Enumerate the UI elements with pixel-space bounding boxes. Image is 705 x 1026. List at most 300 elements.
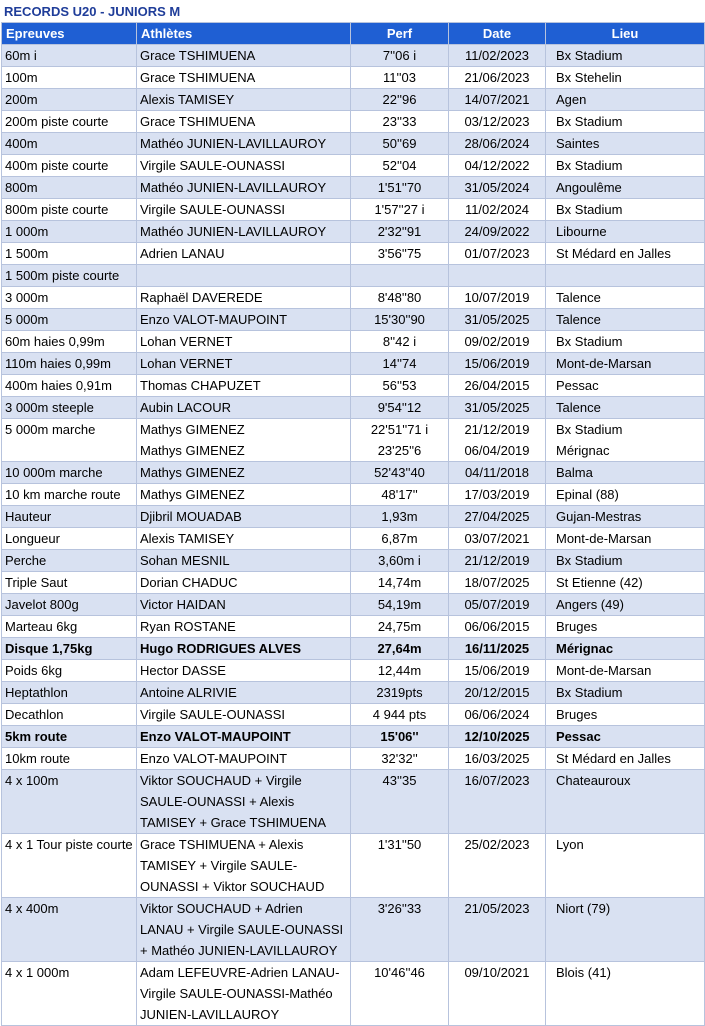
perf-value: 2'32''91 — [377, 224, 422, 239]
perf-cell — [351, 898, 449, 962]
athlete-value: Grace TSHIMUENA — [140, 114, 256, 129]
epreuve-cell: 60m i — [2, 45, 137, 67]
lieu-value: Pessac — [556, 729, 601, 744]
epreuve-cell: 10 000m marche — [2, 462, 137, 484]
lieu-value: Lyon — [556, 837, 584, 852]
table-row — [2, 331, 705, 353]
lieu-cell — [546, 572, 705, 594]
athlete-value: Raphaël DAVEREDE — [140, 290, 263, 305]
athlete-value: Alexis TAMISEY — [140, 92, 235, 107]
athlete-value: Sohan MESNIL — [140, 553, 230, 568]
date-value: 26/04/2015 — [464, 378, 530, 393]
lieu-value: Bx Stadium — [556, 553, 623, 568]
lieu-cell — [546, 682, 705, 704]
date-cell — [449, 616, 546, 638]
athlete-value: Lohan VERNET — [140, 334, 233, 349]
lieu-value: Niort (79) — [556, 901, 611, 916]
lieu-value: Talence — [556, 400, 601, 415]
date-cell — [449, 572, 546, 594]
date-value: 16/03/2025 — [464, 751, 530, 766]
date-value: 14/07/2021 — [464, 92, 530, 107]
perf-value: 7''06 i — [382, 48, 417, 63]
epreuve-cell: 5km route — [2, 726, 137, 748]
epreuve-cell: Longueur — [2, 528, 137, 550]
lieu-cell — [546, 962, 705, 1026]
date-value: 31/05/2025 — [464, 400, 530, 415]
perf-value: 1'57''27 i — [374, 202, 425, 217]
table-row — [2, 287, 705, 309]
epreuve-cell: 200m — [2, 89, 137, 111]
lieu-cell — [546, 397, 705, 419]
perf-value: 9'54''12 — [377, 400, 422, 415]
table-row — [2, 111, 705, 133]
athlete-value: Alexis TAMISEY — [140, 531, 235, 546]
date-value: 04/11/2018 — [464, 465, 530, 480]
table-row — [2, 594, 705, 616]
athlete-cell — [137, 199, 351, 221]
epreuve-cell: Marteau 6kg — [2, 616, 137, 638]
athlete-value: Mathys GIMENEZ — [140, 443, 245, 458]
perf-value: 27,64m — [377, 641, 422, 656]
table-row — [2, 462, 705, 484]
athlete-value: Enzo VALOT-MAUPOINT — [140, 751, 288, 766]
date-cell — [449, 199, 546, 221]
perf-value: 11''03 — [383, 70, 416, 85]
athlete-cell — [137, 748, 351, 770]
table-row — [2, 309, 705, 331]
lieu-value: Gujan-Mestras — [556, 509, 642, 524]
date-cell — [449, 528, 546, 550]
lieu-cell — [546, 265, 705, 287]
perf-value: 14''74 — [382, 356, 417, 371]
athlete-cell — [137, 309, 351, 331]
athlete-value: Enzo VALOT-MAUPOINT — [140, 729, 291, 744]
lieu-value: Bx Stadium — [556, 114, 623, 129]
lieu-cell — [546, 550, 705, 572]
date-value: 16/07/2023 — [464, 773, 530, 788]
perf-value: 54,19m — [377, 597, 422, 612]
epreuve-cell: 3 000m steeple — [2, 397, 137, 419]
date-value: 06/06/2024 — [464, 707, 530, 722]
date-value: 24/09/2022 — [464, 224, 530, 239]
perf-cell — [351, 594, 449, 616]
table-row — [2, 726, 705, 748]
date-value: 11/02/2023 — [464, 48, 530, 63]
table-row — [2, 484, 705, 506]
athlete-cell — [137, 484, 351, 506]
records-table — [1, 22, 705, 1026]
table-row — [2, 243, 705, 265]
lieu-cell — [546, 331, 705, 353]
date-cell — [449, 45, 546, 67]
date-cell — [449, 726, 546, 748]
athlete-value: Virgile SAULE-OUNASSI — [140, 707, 285, 722]
date-value: 10/07/2019 — [464, 290, 530, 305]
date-cell — [449, 287, 546, 309]
athlete-cell — [137, 550, 351, 572]
perf-value: 32'32'' — [381, 751, 418, 766]
table-row — [2, 704, 705, 726]
perf-cell — [351, 133, 449, 155]
date-value: 16/11/2025 — [464, 641, 530, 656]
athlete-value: Enzo VALOT-MAUPOINT — [140, 312, 288, 327]
date-value: 15/06/2019 — [464, 356, 530, 371]
lieu-value: Angoulême — [556, 180, 622, 195]
epreuve-cell: Heptathlon — [2, 682, 137, 704]
epreuve-cell: 4 x 1 Tour piste courte — [2, 834, 137, 898]
epreuve-cell: 1 500m piste courte — [2, 265, 137, 287]
perf-cell — [351, 682, 449, 704]
header-perf: Perf — [351, 23, 449, 45]
lieu-value: Mérignac — [556, 641, 614, 656]
lieu-value: Pessac — [556, 378, 599, 393]
perf-value: 4 944 pts — [372, 707, 427, 722]
lieu-value: Talence — [556, 290, 601, 305]
perf-cell — [351, 572, 449, 594]
date-value: 11/02/2024 — [464, 202, 530, 217]
perf-value: 10'46''46 — [374, 965, 425, 980]
lieu-value: Bx Stadium — [556, 202, 623, 217]
athlete-cell — [137, 331, 351, 353]
athlete-cell — [137, 704, 351, 726]
perf-cell — [351, 155, 449, 177]
perf-cell — [351, 528, 449, 550]
perf-value: 15'06'' — [380, 729, 419, 744]
perf-cell — [351, 419, 449, 462]
epreuve-cell: 1 500m — [2, 243, 137, 265]
table-row — [2, 962, 705, 1026]
date-cell — [449, 660, 546, 682]
perf-cell — [351, 397, 449, 419]
table-row — [2, 550, 705, 572]
table-row — [2, 89, 705, 111]
athlete-cell — [137, 726, 351, 748]
lieu-value: Bruges — [556, 619, 598, 634]
lieu-cell — [546, 770, 705, 834]
date-value: 06/06/2015 — [464, 619, 530, 634]
date-cell — [449, 462, 546, 484]
date-cell — [449, 243, 546, 265]
perf-value: 3'26''33 — [377, 901, 422, 916]
date-cell — [449, 353, 546, 375]
epreuve-cell: 10km route — [2, 748, 137, 770]
lieu-value: Bx Stadium — [556, 685, 623, 700]
lieu-value: St Etienne (42) — [556, 575, 643, 590]
table-row — [2, 155, 705, 177]
table-row — [2, 572, 705, 594]
lieu-cell — [546, 89, 705, 111]
date-cell — [449, 331, 546, 353]
epreuve-cell: 200m piste courte — [2, 111, 137, 133]
perf-value: 23'25''6 — [377, 443, 422, 458]
athlete-cell — [137, 353, 351, 375]
date-value: 31/05/2024 — [464, 180, 530, 195]
date-cell — [449, 111, 546, 133]
table-row — [2, 133, 705, 155]
table-row — [2, 898, 705, 962]
date-cell — [449, 155, 546, 177]
epreuve-cell: 60m haies 0,99m — [2, 331, 137, 353]
date-value: 04/12/2022 — [464, 158, 530, 173]
athlete-cell — [137, 111, 351, 133]
athlete-value: Virgile SAULE-OUNASSI — [140, 158, 285, 173]
athlete-cell — [137, 89, 351, 111]
athlete-cell — [137, 419, 351, 462]
lieu-cell — [546, 726, 705, 748]
epreuve-cell: Perche — [2, 550, 137, 572]
lieu-value: Blois (41) — [556, 965, 611, 980]
table-row — [2, 221, 705, 243]
lieu-value — [556, 265, 701, 286]
lieu-cell — [546, 133, 705, 155]
athlete-value: Antoine ALRIVIE — [140, 685, 237, 700]
date-cell — [449, 419, 546, 462]
epreuve-cell: 800m — [2, 177, 137, 199]
lieu-value: Balma — [556, 465, 593, 480]
epreuve-cell: 5 000m — [2, 309, 137, 331]
table-row — [2, 45, 705, 67]
lieu-value: Chateauroux — [556, 773, 631, 788]
date-cell — [449, 594, 546, 616]
lieu-value: Bx Stadium — [556, 158, 623, 173]
athlete-cell — [137, 243, 351, 265]
date-value: 28/06/2024 — [464, 136, 530, 151]
athlete-cell — [137, 616, 351, 638]
athlete-cell — [137, 638, 351, 660]
date-cell — [449, 770, 546, 834]
header-row — [2, 23, 705, 45]
date-cell — [449, 704, 546, 726]
lieu-cell — [546, 528, 705, 550]
date-value: 21/05/2023 — [464, 901, 530, 916]
perf-cell — [351, 748, 449, 770]
perf-value: 48'17'' — [381, 487, 418, 502]
lieu-value: Mont-de-Marsan — [556, 663, 652, 678]
lieu-value: Libourne — [556, 224, 607, 239]
table-row — [2, 353, 705, 375]
athlete-cell — [137, 375, 351, 397]
epreuve-cell: 400m piste courte — [2, 155, 137, 177]
lieu-cell — [546, 748, 705, 770]
athlete-value: Hugo RODRIGUES ALVES — [140, 641, 302, 656]
lieu-cell — [546, 638, 705, 660]
perf-cell — [351, 67, 449, 89]
athlete-value: Ryan ROSTANE — [140, 619, 236, 634]
date-value: 21/06/2023 — [464, 70, 530, 85]
date-cell — [449, 397, 546, 419]
lieu-cell — [546, 155, 705, 177]
athlete-value: Hector DASSE — [140, 663, 226, 678]
date-cell — [449, 898, 546, 962]
athlete-value: Mathys GIMENEZ — [140, 465, 245, 480]
perf-cell — [351, 353, 449, 375]
athlete-value: Adrien LANAU — [140, 246, 225, 261]
table-row — [2, 265, 705, 287]
date-cell — [449, 484, 546, 506]
lieu-cell — [546, 375, 705, 397]
perf-value: 14,74m — [377, 575, 422, 590]
lieu-value: Bx Stadium — [556, 334, 623, 349]
header-date: Date — [449, 23, 546, 45]
athlete-value: Virgile SAULE-OUNASSI — [140, 202, 285, 217]
epreuve-cell: Disque 1,75kg — [2, 638, 137, 660]
lieu-value: Mont-de-Marsan — [556, 356, 652, 371]
table-row — [2, 419, 705, 462]
epreuve-cell: Hauteur — [2, 506, 137, 528]
perf-cell — [351, 726, 449, 748]
perf-cell — [351, 375, 449, 397]
athlete-value: Victor HAIDAN — [140, 597, 226, 612]
perf-value: 22'51''71 i — [370, 422, 429, 437]
lieu-cell — [546, 353, 705, 375]
lieu-cell — [546, 898, 705, 962]
athlete-cell — [137, 67, 351, 89]
date-cell — [449, 682, 546, 704]
table-row — [2, 177, 705, 199]
header-athletes: Athlètes — [137, 23, 351, 45]
athlete-cell — [137, 221, 351, 243]
lieu-cell — [546, 834, 705, 898]
perf-value: 2319pts — [376, 685, 423, 700]
lieu-value: Talence — [556, 312, 601, 327]
date-cell — [449, 221, 546, 243]
lieu-cell — [546, 506, 705, 528]
date-value: 15/06/2019 — [464, 663, 530, 678]
date-cell — [449, 550, 546, 572]
lieu-cell — [546, 660, 705, 682]
perf-value: 43''35 — [382, 773, 417, 788]
perf-cell — [351, 704, 449, 726]
table-row — [2, 67, 705, 89]
lieu-cell — [546, 309, 705, 331]
athlete-value: Thomas CHAPUZET — [140, 378, 261, 393]
lieu-value: Saintes — [556, 136, 600, 151]
date-cell — [449, 177, 546, 199]
date-value: 21/12/2019 — [464, 422, 530, 437]
perf-value: 8''42 i — [382, 334, 417, 349]
athlete-cell — [137, 682, 351, 704]
date-cell — [449, 375, 546, 397]
perf-cell — [351, 462, 449, 484]
perf-value: 23''33 — [382, 114, 417, 129]
lieu-value: Bx Stadium — [556, 48, 623, 63]
lieu-cell — [546, 45, 705, 67]
epreuve-cell: 10 km marche route — [2, 484, 137, 506]
perf-cell — [351, 89, 449, 111]
perf-cell — [351, 506, 449, 528]
athlete-cell — [137, 506, 351, 528]
perf-cell — [351, 45, 449, 67]
perf-value: 24,75m — [377, 619, 422, 634]
date-cell — [449, 962, 546, 1026]
perf-cell — [351, 616, 449, 638]
perf-value: 1'51''70 — [377, 180, 422, 195]
epreuve-cell: 1 000m — [2, 221, 137, 243]
date-cell — [449, 748, 546, 770]
date-value: 12/10/2025 — [464, 729, 530, 744]
athlete-value: Mathys GIMENEZ — [140, 487, 245, 502]
table-row — [2, 748, 705, 770]
epreuve-cell: 4 x 400m — [2, 898, 137, 962]
epreuve-cell: 4 x 100m — [2, 770, 137, 834]
table-row — [2, 616, 705, 638]
perf-value: 6,87m — [381, 531, 418, 546]
athlete-value: Dorian CHADUC — [140, 575, 238, 590]
lieu-value: Bruges — [556, 707, 598, 722]
athlete-cell: Adam LEFEUVRE-Adrien LANAU-Virgile SAULE-OUNASSI-Mathéo JUNIEN-LAVILLAUROY — [137, 962, 351, 1026]
table-row — [2, 375, 705, 397]
table-row — [2, 528, 705, 550]
lieu-value: St Médard en Jalles — [556, 246, 671, 261]
date-value: 09/10/2021 — [464, 965, 530, 980]
perf-cell — [351, 638, 449, 660]
lieu-cell — [546, 419, 705, 462]
lieu-cell — [546, 199, 705, 221]
date-cell — [449, 638, 546, 660]
table-row — [2, 834, 705, 898]
perf-cell — [351, 550, 449, 572]
athlete-cell — [137, 265, 351, 287]
epreuve-cell: Triple Saut — [2, 572, 137, 594]
lieu-cell — [546, 704, 705, 726]
date-value: 06/04/2019 — [464, 443, 530, 458]
date-value: 21/12/2019 — [464, 553, 530, 568]
lieu-cell — [546, 462, 705, 484]
date-value: 09/02/2019 — [464, 334, 530, 349]
lieu-cell — [546, 221, 705, 243]
lieu-value: Mérignac — [556, 443, 610, 458]
epreuve-cell: 100m — [2, 67, 137, 89]
lieu-value: Bx Stehelin — [556, 70, 622, 85]
header-epreuves: Epreuves — [2, 23, 137, 45]
perf-value: 12,44m — [377, 663, 422, 678]
date-value: 31/05/2025 — [464, 312, 530, 327]
lieu-value: Epinal (88) — [556, 487, 619, 502]
epreuve-cell: 400m — [2, 133, 137, 155]
athlete-cell — [137, 660, 351, 682]
lieu-value: Agen — [556, 92, 587, 107]
table-row — [2, 660, 705, 682]
date-value: 01/07/2023 — [464, 246, 530, 261]
date-cell — [449, 309, 546, 331]
date-value: 17/03/2019 — [464, 487, 530, 502]
perf-value: 3'56''75 — [377, 246, 422, 261]
athlete-cell — [137, 133, 351, 155]
perf-cell — [351, 111, 449, 133]
table-row — [2, 770, 705, 834]
epreuve-cell: 5 000m marche — [2, 419, 137, 462]
athlete-value: Lohan VERNET — [140, 356, 233, 371]
athlete-cell — [137, 287, 351, 309]
athlete-value: Mathys GIMENEZ — [140, 422, 245, 437]
perf-cell — [351, 177, 449, 199]
perf-cell — [351, 660, 449, 682]
perf-value: 52''04 — [382, 158, 417, 173]
perf-value: 8'48''80 — [377, 290, 422, 305]
date-cell — [449, 89, 546, 111]
epreuve-cell: 3 000m — [2, 287, 137, 309]
perf-cell — [351, 199, 449, 221]
athlete-cell: Viktor SOUCHAUD + Adrien LANAU + Virgile SAULE-OUNASSI + Mathéo JUNIEN-LAVILLAUROY — [137, 898, 351, 962]
perf-cell — [351, 309, 449, 331]
perf-cell — [351, 770, 449, 834]
perf-cell — [351, 221, 449, 243]
date-cell — [449, 506, 546, 528]
athlete-cell: Viktor SOUCHAUD + Virgile SAULE-OUNASSI + Alexis TAMISEY + Grace TSHIMUENA — [137, 770, 351, 834]
athlete-value: Mathéo JUNIEN-LAVILLAUROY — [140, 136, 327, 151]
athlete-value: Grace TSHIMUENA — [140, 48, 256, 63]
athlete-value: Djibril MOUADAB — [140, 509, 242, 524]
